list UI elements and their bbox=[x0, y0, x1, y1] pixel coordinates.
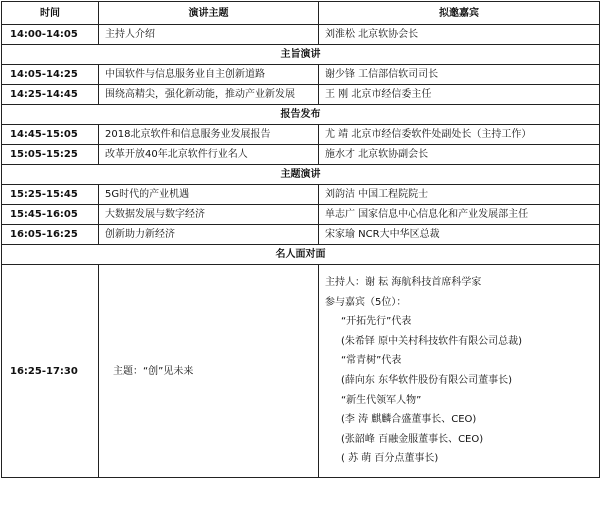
panel-row bbox=[2, 265, 600, 478]
header-row bbox=[2, 2, 600, 25]
guest-cell: 尤 靖 北京市经信委软件处副处长（主持工作） bbox=[319, 125, 600, 145]
panel-guests-cell bbox=[319, 265, 600, 478]
topic-cell: 大数据发展与数字经济 bbox=[99, 205, 319, 225]
guest-cell: 谢少锋 工信部信软司司长 bbox=[319, 65, 600, 85]
table-row bbox=[2, 225, 600, 245]
section-row-theme bbox=[2, 165, 600, 185]
guest-cell: 施水才 北京软协副会长 bbox=[319, 145, 600, 165]
panel-line: “常青树”代表 bbox=[341, 355, 402, 367]
agenda-table bbox=[1, 1, 600, 478]
time-cell: 16:05-16:25 bbox=[2, 225, 99, 245]
guest-cell: 王 刚 北京市经信委主任 bbox=[319, 85, 600, 105]
topic-cell: 5G时代的产业机遇 bbox=[99, 185, 319, 205]
section-row-report bbox=[2, 105, 600, 125]
table-row bbox=[2, 205, 600, 225]
section-title: 主题演讲 bbox=[2, 165, 600, 185]
table-row bbox=[2, 145, 600, 165]
table-row bbox=[2, 25, 600, 45]
time-cell: 14:00-14:05 bbox=[2, 25, 99, 45]
time-cell: 15:05-15:25 bbox=[2, 145, 99, 165]
topic-cell: 主持人介绍 bbox=[99, 25, 319, 45]
header-time: 时间 bbox=[2, 2, 99, 25]
panel-line: “新生代领军人物” bbox=[341, 394, 422, 406]
topic-cell: 中国软件与信息服务业自主创新道路 bbox=[99, 65, 319, 85]
panel-line: (张韶峰 百融金服董事长、CEO) bbox=[341, 433, 484, 445]
panel-line: (李 涛 麒麟合盛董事长、CEO) bbox=[341, 414, 477, 426]
topic-cell: 2018北京软件和信息服务业发展报告 bbox=[99, 125, 319, 145]
section-title: 名人面对面 bbox=[2, 245, 600, 265]
panel-line: (薛向东 东华软件股份有限公司董事长) bbox=[341, 375, 512, 386]
topic-cell: 主题：“创”见未来 bbox=[99, 265, 319, 478]
table-row bbox=[2, 125, 600, 145]
table-row bbox=[2, 85, 600, 105]
time-cell: 15:25-15:45 bbox=[2, 185, 99, 205]
panel-line: ( 苏 萌 百分点董事长) bbox=[341, 453, 439, 465]
time-cell: 14:45-15:05 bbox=[2, 125, 99, 145]
guest-cell: 刘淮松 北京软协会长 bbox=[319, 25, 600, 45]
topic-cell: 创新助力新经济 bbox=[99, 225, 319, 245]
time-cell: 16:25-17:30 bbox=[2, 265, 99, 478]
topic-cell: 围绕高精尖，强化新动能，推动产业新发展 bbox=[99, 85, 319, 105]
section-title: 报告发布 bbox=[2, 105, 600, 125]
topic-cell: 改革开放40年北京软件行业名人 bbox=[99, 145, 319, 165]
panel-guests-heading: 参与嘉宾（5位）： bbox=[325, 296, 407, 308]
header-topic: 演讲主题 bbox=[99, 2, 319, 25]
section-row-keynote bbox=[2, 45, 600, 65]
panel-host: 主持人：谢 耘 海航科技首席科学家 bbox=[325, 277, 482, 289]
table-row bbox=[2, 65, 600, 85]
guest-cell: 宋家瑜 NCR大中华区总裁 bbox=[319, 225, 600, 245]
section-row-dialogue bbox=[2, 245, 600, 265]
panel-line: (朱希铎 原中关村科技软件有限公司总裁) bbox=[341, 335, 522, 347]
time-cell: 15:45-16:05 bbox=[2, 205, 99, 225]
guest-cell: 单志广 国家信息中心信息化和产业发展部主任 bbox=[319, 205, 600, 225]
guest-cell: 刘韵洁 中国工程院院士 bbox=[319, 185, 600, 205]
panel-line: “开拓先行”代表 bbox=[341, 316, 412, 328]
time-cell: 14:25-14:45 bbox=[2, 85, 99, 105]
header-guest: 拟邀嘉宾 bbox=[319, 2, 600, 25]
section-title: 主旨演讲 bbox=[2, 45, 600, 65]
table-row bbox=[2, 185, 600, 205]
time-cell: 14:05-14:25 bbox=[2, 65, 99, 85]
